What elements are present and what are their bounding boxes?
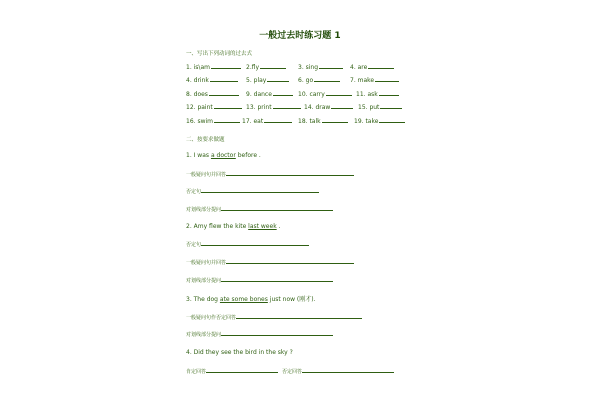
question-1 [186,152,261,159]
answer-blank[interactable] [226,170,354,176]
verb-item: 13. print [246,104,272,111]
verb-item: 9. dance [246,91,272,98]
answer-blank[interactable] [221,276,333,282]
verb-row [186,89,406,98]
verb-item: 6. go [298,77,314,84]
answer-blank[interactable] [319,62,343,69]
verb-row [186,62,400,71]
verb-item: 18. talk [298,118,321,125]
verb-item: 8. does [186,91,208,98]
answer-label: 否定回答 [282,369,303,375]
answer-blank[interactable] [236,313,362,319]
answer-blank[interactable] [264,116,292,123]
question-text: . [276,223,281,230]
answer-label: 一般疑问句并回答 [186,260,227,266]
answer-line [186,330,333,338]
answer-blank[interactable] [221,205,333,211]
question-text: just now (刚才). [267,296,316,303]
underlined-phrase: ate some bones [219,296,268,303]
answer-line [186,276,333,284]
section2-heading: 二、按要求做题 [186,137,225,143]
answer-label: 对划线部分提问 [186,278,222,284]
answer-line [186,313,362,321]
answer-blank[interactable] [273,89,293,96]
question-text: before . [235,152,261,159]
question-2 [186,223,281,230]
verb-item: 11. ask [356,91,378,98]
answer-blank[interactable] [210,75,238,82]
verb-row [186,116,406,125]
answer-blank[interactable] [326,89,352,96]
verb-item: 19. take [354,118,379,125]
verb-item: 7. make [350,77,375,84]
verb-item: 17. eat [242,118,264,125]
question-4: 4. Did they see the bird in the sky ? [186,349,293,356]
verb-item: 2.fly [246,64,260,71]
verb-item: 15. put [358,104,380,111]
answer-blank[interactable] [368,62,394,69]
answer-label: 一般疑问句并回答 [186,172,227,178]
answer-blank[interactable] [201,187,319,193]
answer-label: 否定句 [186,242,202,248]
answer-blank[interactable] [302,367,394,373]
answer-line [186,170,354,178]
section1-heading: 一、写出下列动词的过去式 [186,51,253,57]
answer-blank[interactable] [379,89,399,96]
verb-item: 12. paint [186,104,213,111]
answer-blank[interactable] [331,102,353,109]
verb-item: 3. sing [298,64,319,71]
verb-item: 1. is\am [186,64,210,71]
answer-label: 否定句 [186,189,202,195]
answer-blank[interactable] [214,102,242,109]
answer-blank[interactable] [260,62,286,69]
verb-item: 4. are [350,64,368,71]
answer-blank[interactable] [314,75,340,82]
answer-blank[interactable] [226,258,354,264]
answer-label: 对划线部分提问 [186,207,222,213]
answer-label: 对划线部分提问 [186,332,222,338]
answer-blank[interactable] [214,116,240,123]
answer-blank[interactable] [375,75,399,82]
page-title: 一般过去时练习题 1 [259,31,341,41]
answer-blank[interactable] [267,75,289,82]
answer-blank[interactable] [322,116,348,123]
answer-blank[interactable] [206,367,278,373]
answer-blank[interactable] [380,102,402,109]
answer-blank[interactable] [201,240,309,246]
answer-blank[interactable] [221,330,333,336]
answer-line [186,367,394,375]
verb-row [186,75,406,84]
question-3 [186,294,316,303]
verb-item: 5. play [246,77,267,84]
answer-label: 一般疑问句作否定回答 [186,315,237,321]
answer-line [186,258,354,266]
question-text: 2. Amy flew the kite [186,223,249,230]
answer-blank[interactable] [209,89,239,96]
question-text: 3. The dog [186,296,220,303]
verb-row [186,102,408,111]
verb-item: 14. draw [304,104,331,111]
answer-label: 肯定回答 [186,369,207,375]
answer-blank[interactable] [273,102,301,109]
answer-line [186,205,333,213]
verb-item: 4. drink [186,77,209,84]
answer-line [186,240,309,248]
answer-blank[interactable] [211,62,241,69]
verb-item: 10. carry [298,91,325,98]
question-text: 1. I was [186,152,211,159]
verb-item: 16. swim [186,118,213,125]
underlined-phrase: a doctor [210,152,236,159]
answer-blank[interactable] [379,116,405,123]
answer-line [186,187,319,195]
underlined-phrase: last week [248,223,277,230]
